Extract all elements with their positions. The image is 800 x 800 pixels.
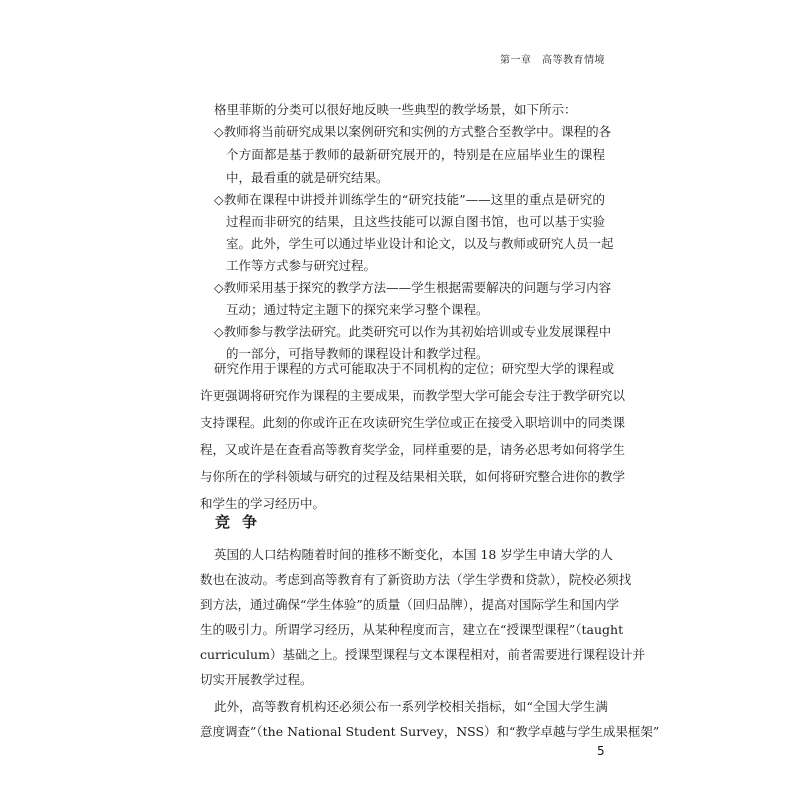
paragraph-line: 和学生的学习经历中。 <box>200 496 326 511</box>
bullet-line: 个方面都是基于教师的最新研究展开的，特别是在应届毕业生的课程 <box>226 147 605 162</box>
bullet-line: 工作等方式参与研究过程。 <box>226 258 377 273</box>
paragraph-line: curriculum）基础之上。授课型课程与文本课程相对，前者需要进行课程设计并 <box>200 647 645 662</box>
bullet-line: ◇教师将当前研究成果以案例研究和实例的方式整合至教学中。课程的各 <box>214 124 612 139</box>
bullet-line: 中，最看重的就是研究结果。 <box>226 170 389 185</box>
page-number: 5 <box>597 744 605 758</box>
paragraph-line: 许更强调将研究作为课程的主要成果，而教学型大学可能会专注于教学研究以 <box>200 388 626 403</box>
intro-line: 格里菲斯的分类可以很好地反映一些典型的教学场景，如下所示： <box>214 102 577 117</box>
paragraph-line: 程，又或许是在查看高等教育奖学金，同样重要的是，请务必思考如何将学生 <box>200 442 626 457</box>
paragraph-line: 意度调查”（the National Student Survey，NSS）和“教学卓越与学生成果框架” <box>200 724 660 739</box>
paragraph-line: 英国的人口结构随着时间的推移不断变化，本国 18 岁学生申请大学的人 <box>214 547 613 562</box>
bullet-line: ◇教师参与教学法研究。此类研究可以作为其初始培训或专业发展课程中 <box>214 324 612 339</box>
bullet-line: 互动；通过特定主题下的探究来学习整个课程。 <box>226 302 489 317</box>
bullet-line: 过程而非研究的结果，且这些技能可以源自图书馆，也可以基于实验 <box>226 214 605 229</box>
bullet-line: 的一部分，可指导教师的课程设计和教学过程。 <box>226 346 489 361</box>
paragraph-line: 与你所在的学科领域与研究的过程及结果相关联，如何将研究整合进你的教学 <box>200 469 626 484</box>
paragraph-line: 数也在波动。考虑到高等教育有了新资助方法（学生学费和贷款），院校必须找 <box>200 572 632 587</box>
bullet-line: 室。此外，学生可以通过毕业设计和论文，以及与教师或研究人员一起 <box>226 236 614 251</box>
paragraph-line: 切实开展教学过程。 <box>200 672 313 687</box>
paragraph-line: 此外，高等教育机构还必须公布一系列学校相关指标，如“全国大学生满 <box>214 699 608 714</box>
paragraph-line: 到方法，通过确保“学生体验”的质量（回归品牌），提高对国际学生和国内学 <box>200 597 620 612</box>
paragraph-line: 支持课程。此刻的你或许正在攻读研究生学位或正在接受入职培训中的同类课 <box>200 415 626 430</box>
paragraph-line: 生的吸引力。所谓学习经历，从某种程度而言，建立在“授课型课程”（taught <box>200 622 624 637</box>
bullet-line: ◇教师在课程中讲授并训练学生的“研究技能”——这里的重点是研究的 <box>214 192 605 207</box>
section-heading: 竞争 <box>215 513 270 531</box>
running-header: 第一章 高等教育情境 <box>500 55 605 66</box>
paragraph-line: 研究作用于课程的方式可能取决于不同机构的定位；研究型大学的课程或 <box>214 361 615 376</box>
bullet-line: ◇教师采用基于探究的教学方法——学生根据需要解决的问题与学习内容 <box>214 280 612 295</box>
